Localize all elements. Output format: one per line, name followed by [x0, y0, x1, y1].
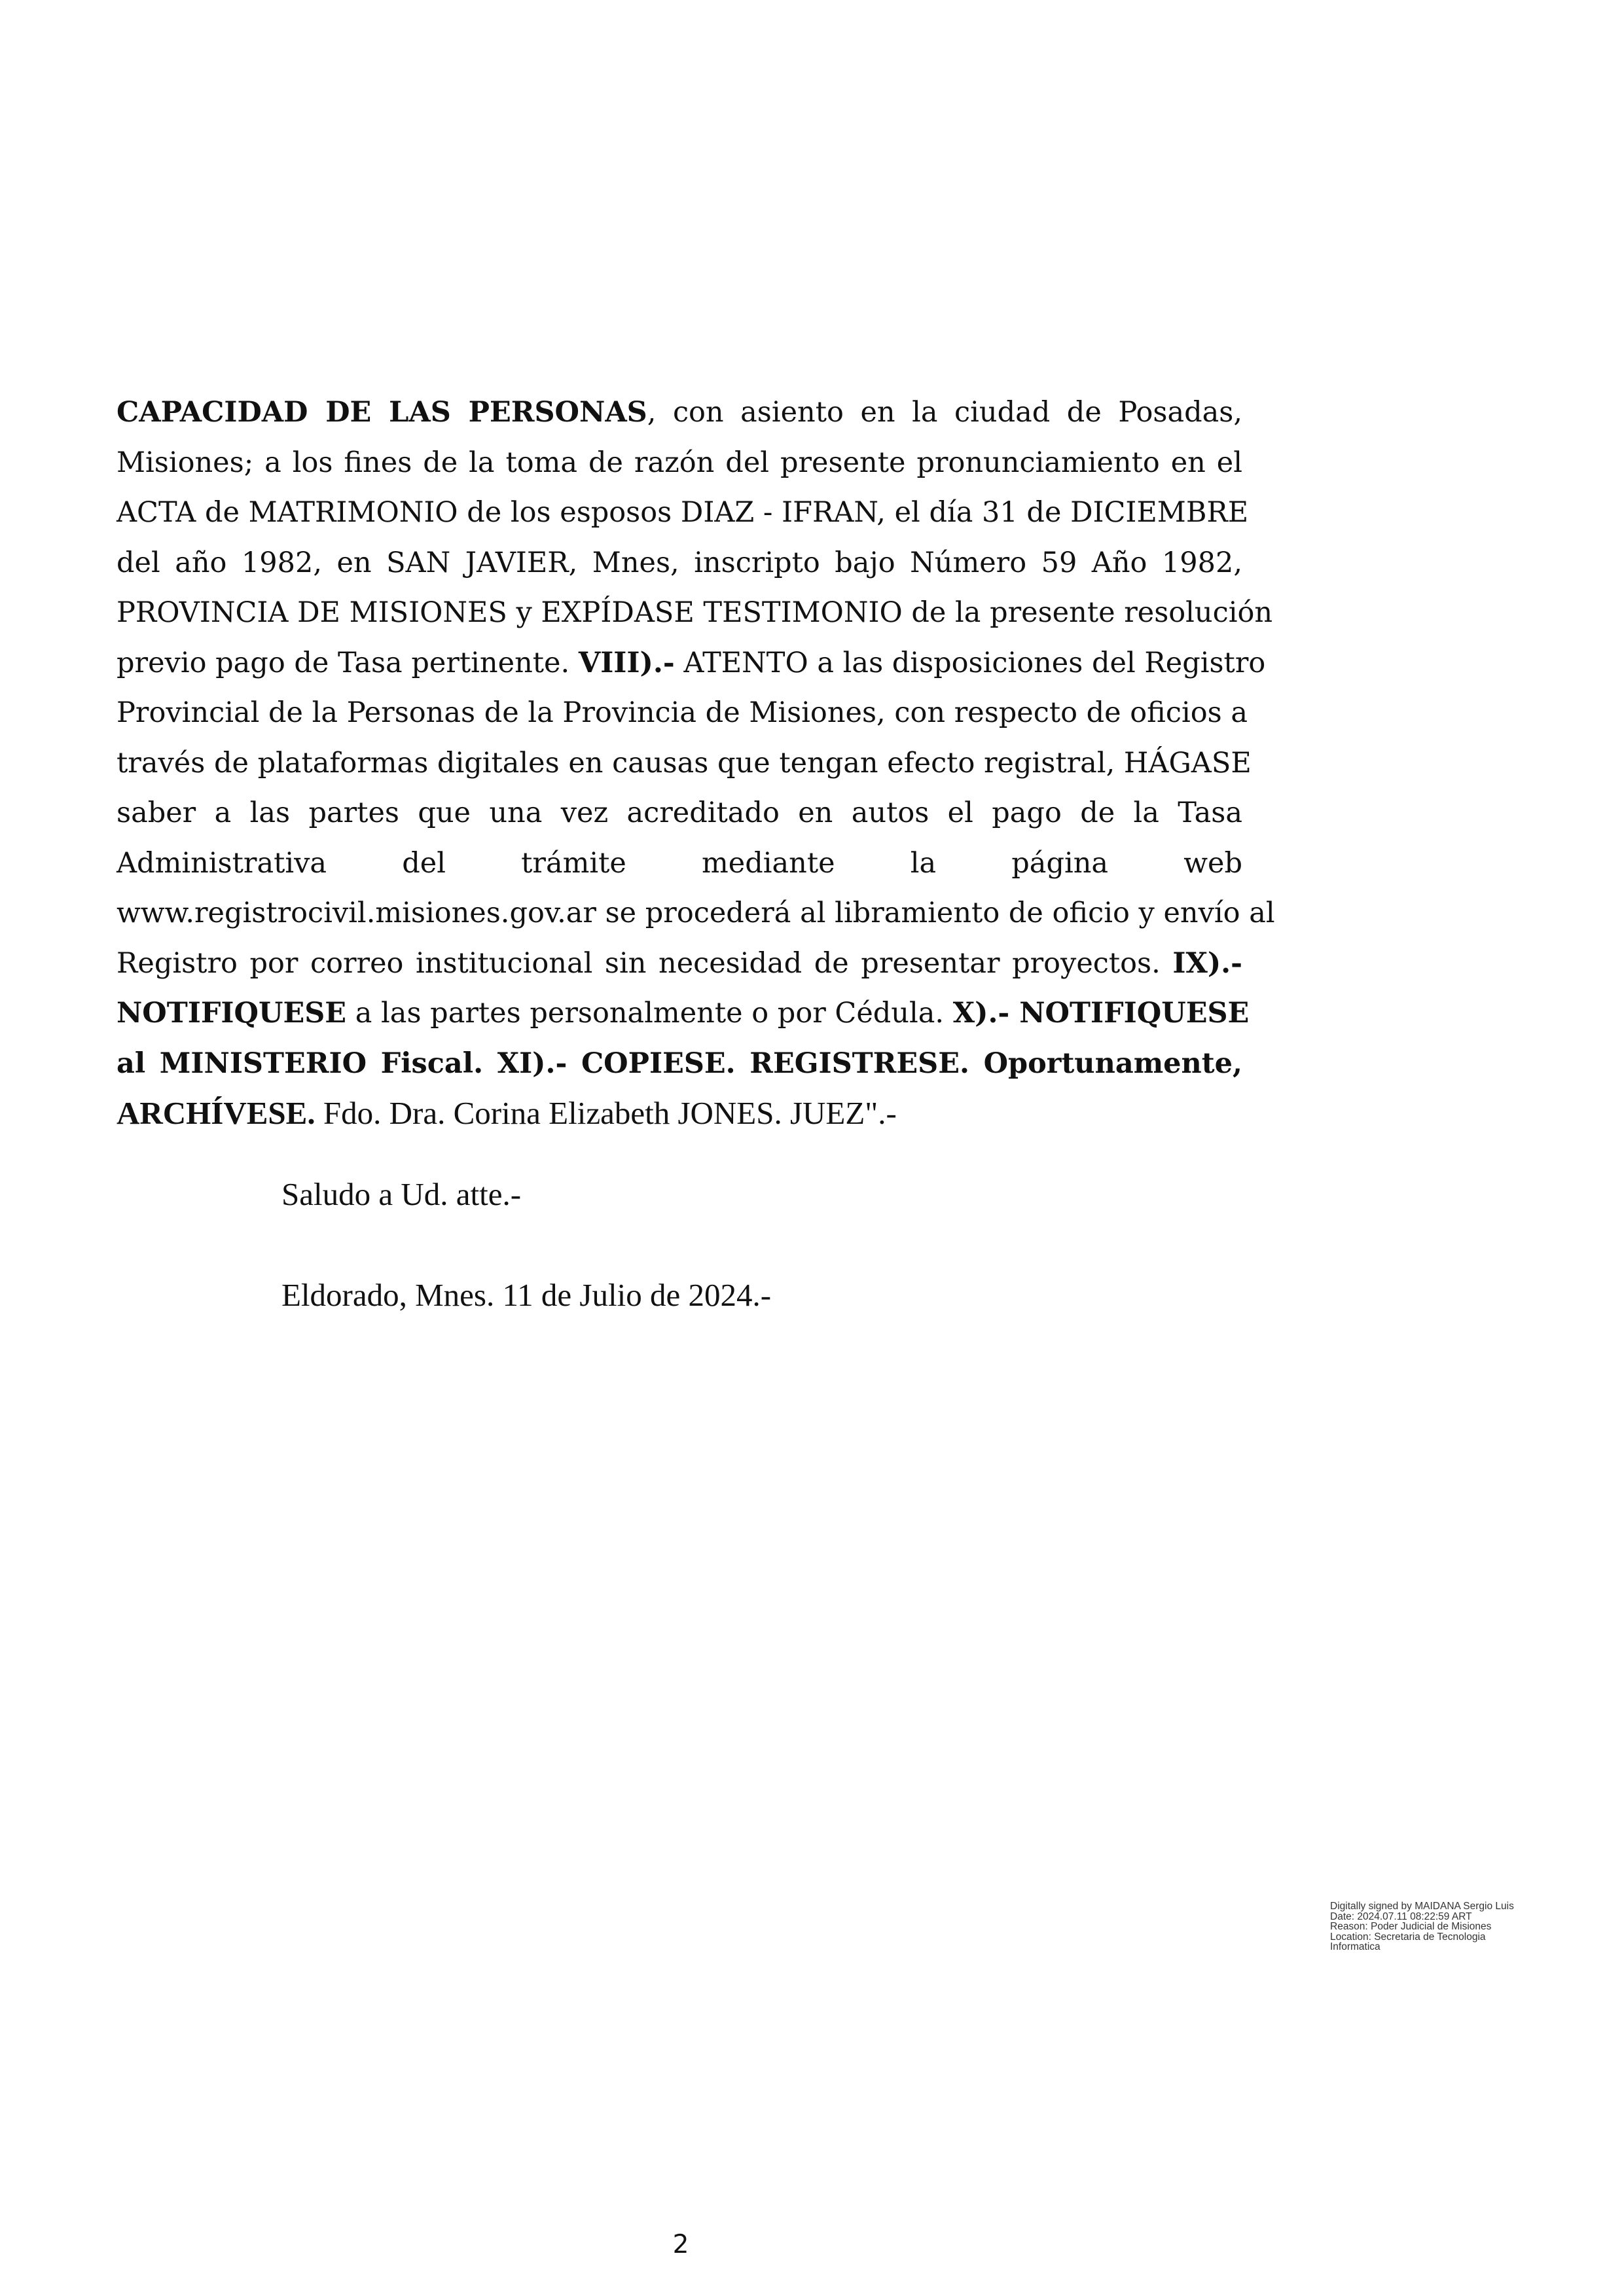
body-bold-text: al MINISTERIO Fiscal. XI).- COPIESE. REGISTRESE. Oportunamente,: [117, 1047, 1242, 1080]
body-text-run: Provincial de la Personas de la Provincia de Misiones, con respecto de oficios a: [117, 696, 1248, 729]
signature-location-cont: Informatica: [1330, 1941, 1380, 1952]
body-text-run: Misiones; a los fines de la toma de razón del presente pronunciamiento en el: [117, 446, 1242, 479]
body-line: [117, 1088, 1242, 1140]
body-text-run: previo pago de Tasa pertinente.: [117, 646, 579, 679]
body-line: [117, 939, 1242, 989]
body-bold-text: NOTIFIQUESE: [117, 997, 347, 1030]
digital-signature-block: [1330, 1901, 1579, 1952]
body-line: [117, 888, 1275, 939]
body-bold-text: VIII).-: [578, 646, 675, 679]
signature-reason: Reason: Poder Judicial de Misiones: [1330, 1921, 1492, 1932]
body-bold-text: X).- NOTIFIQUESE: [952, 997, 1250, 1030]
body-bold-text: IX).-: [1172, 946, 1242, 980]
body-text-run: saber a las partes que una vez acreditado en autos el pago de la Tasa: [117, 797, 1242, 829]
body-text-run: Administrativa del trámite mediante la página web: [117, 846, 1242, 880]
body-text-run: Registro por correo institucional sin necesidad de presentar proyectos.: [117, 946, 1173, 980]
body-bold-text: ARCHÍVESE.: [117, 1095, 316, 1131]
signature-location: Location: Secretaria de Tecnologia: [1330, 1931, 1486, 1943]
body-text-run: ACTA de MATRIMONIO de los esposos DIAZ - IFRAN, el día 31 de DICIEMBRE: [117, 496, 1249, 529]
page-number: 2: [672, 2230, 689, 2259]
body-line: [117, 588, 1273, 638]
closing-greeting: Saludo a Ud. atte.-: [281, 1176, 522, 1212]
closing-place-date: Eldorado, Mnes. 11 de Julio de 2024.-: [281, 1277, 772, 1313]
body-text-run: del año 1982, en SAN JAVIER, Mnes, inscripto bajo Número 59 Año 1982,: [117, 546, 1242, 579]
body-text-run: www.registrocivil.misiones.gov.ar se procederá al libramiento de oficio y envío al: [117, 897, 1275, 929]
body-line: [117, 1039, 1242, 1089]
body-text-run: , con asiento en la ciudad de Posadas,: [647, 396, 1242, 429]
resolution-body-text: [117, 387, 1275, 1140]
body-line: [117, 387, 1242, 438]
body-text-run: Fdo. Dra. Corina Elizabeth JONES. JUEZ".-: [315, 1095, 897, 1131]
body-text-run: a las partes personalmente o por Cédula.: [346, 997, 953, 1030]
body-line: [117, 488, 1249, 538]
signature-date: Date: 2024.07.11 08:22:59 ART: [1330, 1910, 1472, 1922]
body-text-run: ATENTO a las disposiciones del Registro: [674, 646, 1266, 679]
body-text-run: través de plataformas digitales en causas que tengan efecto registral, HÁGASE: [117, 746, 1252, 780]
body-line: [117, 438, 1242, 488]
body-line: [117, 988, 1250, 1039]
body-bold-text: CAPACIDAD DE LAS PERSONAS: [117, 396, 647, 429]
body-line: [117, 788, 1242, 838]
body-line: [117, 638, 1266, 689]
body-line: [117, 738, 1252, 789]
signature-signer: Digitally signed by MAIDANA Sergio Luis: [1330, 1901, 1514, 1912]
body-line: [117, 838, 1242, 889]
body-text-run: PROVINCIA DE MISIONES y EXPÍDASE TESTIMONIO de la presente resolución: [117, 596, 1273, 629]
body-line: [117, 688, 1248, 738]
body-line: [117, 538, 1242, 588]
